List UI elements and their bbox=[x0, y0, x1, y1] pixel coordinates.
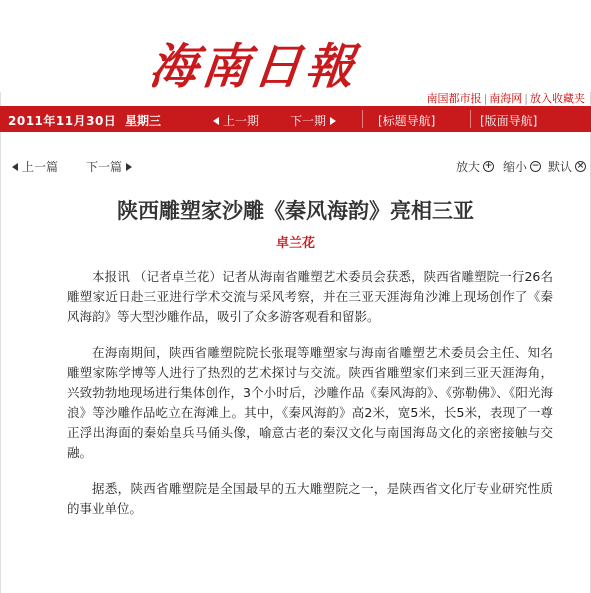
prev-article-link[interactable] bbox=[12, 158, 58, 175]
prev-article-label: 上一篇 bbox=[22, 160, 59, 174]
minus-icon: − bbox=[531, 161, 540, 171]
date-bar bbox=[0, 106, 591, 132]
arrow-right-icon bbox=[126, 163, 132, 171]
article-toolbar bbox=[0, 150, 591, 174]
zoom-out-button[interactable] bbox=[503, 158, 541, 175]
article-paragraph: 本报讯 （记者卓兰花）记者从海南省雕塑艺术委员会获悉，陕西省雕塑院一行26名雕塑家近日赴三亚进行学术交流与采风考察，并在三亚天涯海角沙滩上现场创作了《秦风海韵》等大型沙雕作品，吸引了众多游客观看和留影。 bbox=[67, 269, 553, 324]
issue-date: 2011年11月30日 bbox=[8, 114, 117, 128]
next-article-label: 下一篇 bbox=[86, 160, 123, 174]
zoom-out-label: 缩小 bbox=[503, 160, 528, 174]
prev-issue-label: 上一期 bbox=[223, 114, 260, 128]
article-body bbox=[67, 267, 553, 535]
newspaper-logo[interactable]: 海南日報 bbox=[146, 39, 361, 95]
next-article-link[interactable] bbox=[86, 158, 132, 175]
link-nanguo-dushibao[interactable]: 南国都市报 bbox=[426, 92, 482, 105]
next-issue-label: 下一期 bbox=[290, 114, 327, 128]
link-add-favorites[interactable]: 放入收藏夹 bbox=[530, 92, 585, 105]
prev-issue-link[interactable] bbox=[213, 112, 259, 129]
bar-divider bbox=[470, 110, 471, 128]
article-paragraph: 据悉，陕西省雕塑院是全国最早的五大雕塑院之一，是陕西省文化厅专业研究性质的事业单位。 bbox=[67, 481, 553, 516]
issue-weekday: 星期三 bbox=[125, 114, 162, 128]
link-nanhai-wang[interactable]: 南海网 bbox=[489, 92, 523, 105]
plus-icon: + bbox=[484, 161, 493, 171]
arrow-left-icon bbox=[12, 163, 18, 171]
zoom-default-label: 默认 bbox=[548, 160, 573, 174]
title-nav-link[interactable]: [标题导航] bbox=[378, 114, 436, 128]
bar-divider bbox=[362, 110, 363, 128]
next-issue-link[interactable] bbox=[290, 112, 336, 129]
link-separator: | bbox=[524, 92, 528, 105]
arrow-left-icon bbox=[213, 117, 219, 125]
article-headline: 陕西雕塑家沙雕《秦风海韵》亮相三亚 bbox=[117, 199, 474, 223]
page-nav-link[interactable]: [版面导航] bbox=[480, 114, 538, 128]
link-separator: | bbox=[483, 92, 488, 105]
article-paragraph: 在海南期间，陕西省雕塑院院长张琨等雕塑家与海南省雕塑艺术委员会主任、知名雕塑家陈学博等人进行了热烈的艺术探讨与交流。陕西省雕塑家们来到三亚天涯海角，兴致勃勃地现场进行集体创作，3个小时后，沙雕作品《秦风海韵》、《弥勒佛》、《阳光海浪》等沙雕作品屹立在海滩上。其中，《秦风海韵》高2米，宽5米，长5米，表现了一尊正浮出海面的秦始皇兵马俑头像，喻意古老的秦汉文化与南国海岛文化的亲密接触与交融。 bbox=[67, 345, 553, 460]
masthead bbox=[0, 0, 591, 95]
reset-icon: × bbox=[576, 161, 585, 171]
arrow-right-icon bbox=[330, 117, 336, 125]
article-author: 卓兰花 bbox=[275, 236, 315, 251]
zoom-in-button[interactable] bbox=[456, 158, 494, 175]
zoom-in-label: 放大 bbox=[456, 160, 481, 174]
top-links bbox=[427, 90, 585, 106]
zoom-default-button[interactable] bbox=[548, 158, 586, 175]
